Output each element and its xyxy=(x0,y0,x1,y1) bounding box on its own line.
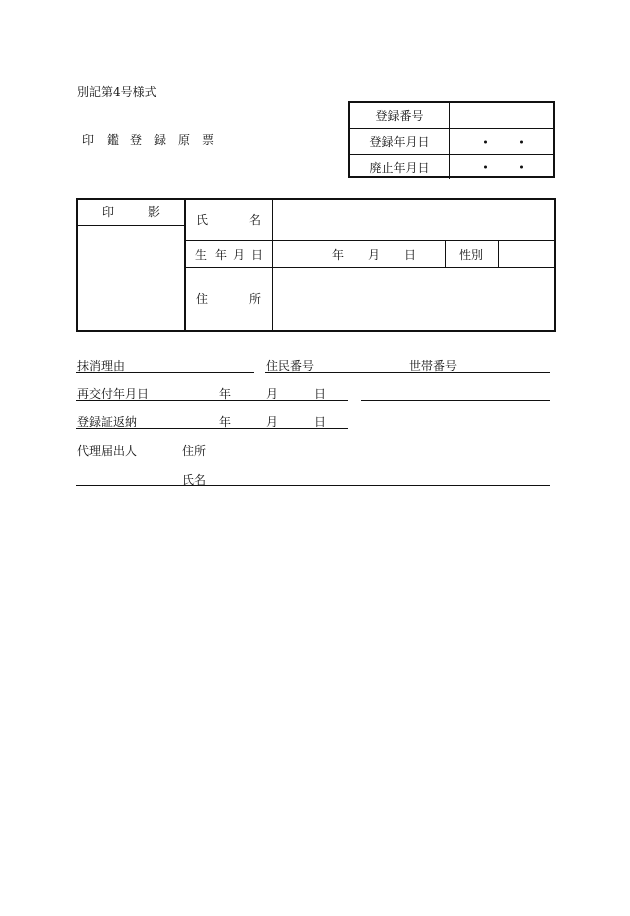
form-title-char: 登 xyxy=(130,133,143,147)
gender-field[interactable] xyxy=(499,241,554,267)
dob-field[interactable] xyxy=(274,241,444,267)
seal-header xyxy=(78,200,184,226)
registrant-table xyxy=(76,198,556,332)
cert-return-line[interactable] xyxy=(76,428,348,429)
reissue-right-line[interactable] xyxy=(361,400,550,401)
seal-impression-area[interactable] xyxy=(78,226,184,330)
registration-number-row xyxy=(350,103,553,128)
resident-number-label: 住民番号 xyxy=(266,359,315,373)
address-field[interactable] xyxy=(274,268,554,330)
name-label-char: 氏 xyxy=(196,213,209,227)
seal-column xyxy=(78,200,186,330)
address-label-char: 所 xyxy=(249,292,262,306)
dob-label-char: 月 xyxy=(233,248,246,262)
form-title-char: 原 xyxy=(178,133,191,147)
dob-year-unit: 年 xyxy=(332,248,345,262)
date-separator-dot xyxy=(520,166,523,169)
gender-label: 性別 xyxy=(459,248,484,262)
registration-date-row xyxy=(350,128,553,154)
form-title-char: 印 xyxy=(82,133,95,147)
dob-label-char: 日 xyxy=(251,248,264,262)
registration-date-label: 登録年月日 xyxy=(350,129,450,154)
cert-return-month-unit: 月 xyxy=(266,415,279,429)
gender-divider-left xyxy=(445,240,446,267)
registration-number-label: 登録番号 xyxy=(350,103,450,128)
agent-address-label: 住所 xyxy=(182,444,207,458)
reissue-month-unit: 月 xyxy=(266,387,279,401)
reissue-date-label: 再交付年月日 xyxy=(77,387,150,401)
agent-label: 代理届出人 xyxy=(77,444,138,458)
household-number-label: 世帯番号 xyxy=(409,359,458,373)
reissue-day-unit: 日 xyxy=(314,387,327,401)
abolish-date-row xyxy=(350,154,553,179)
name-field[interactable] xyxy=(274,200,554,240)
name-label-char: 名 xyxy=(249,213,262,227)
agent-name-label: 氏名 xyxy=(182,473,207,487)
cancel-reason-label: 抹消理由 xyxy=(77,359,126,373)
dob-month-unit: 月 xyxy=(368,248,381,262)
date-separator-dot xyxy=(520,140,523,143)
abolish-date-field[interactable] xyxy=(450,155,553,179)
address-label-char: 住 xyxy=(196,292,209,306)
registration-box xyxy=(348,101,555,178)
form-title-char: 鑑 xyxy=(107,133,120,147)
reissue-date-line[interactable] xyxy=(76,400,348,401)
form-title-char: 録 xyxy=(154,133,167,147)
label-divider xyxy=(272,200,273,330)
reissue-year-unit: 年 xyxy=(219,387,232,401)
dob-label-char: 生 xyxy=(195,248,208,262)
agent-line[interactable] xyxy=(76,485,550,486)
cert-return-year-unit: 年 xyxy=(219,415,232,429)
date-separator-dot xyxy=(484,166,487,169)
date-separator-dot xyxy=(484,140,487,143)
form-title-char: 票 xyxy=(202,133,215,147)
registration-date-field[interactable] xyxy=(450,129,553,154)
dob-day-unit: 日 xyxy=(404,248,417,262)
cert-return-label: 登録証返納 xyxy=(77,415,138,429)
registration-number-field[interactable] xyxy=(450,103,553,128)
dob-label-char: 年 xyxy=(215,248,228,262)
cancel-reason-line[interactable] xyxy=(76,372,254,373)
resident-household-line[interactable] xyxy=(265,372,550,373)
seal-label-char: 印 xyxy=(102,205,115,219)
form-id: 別記第4号様式 xyxy=(77,85,157,99)
cert-return-day-unit: 日 xyxy=(314,415,327,429)
seal-label-char: 影 xyxy=(148,205,161,219)
abolish-date-label: 廃止年月日 xyxy=(350,155,450,179)
